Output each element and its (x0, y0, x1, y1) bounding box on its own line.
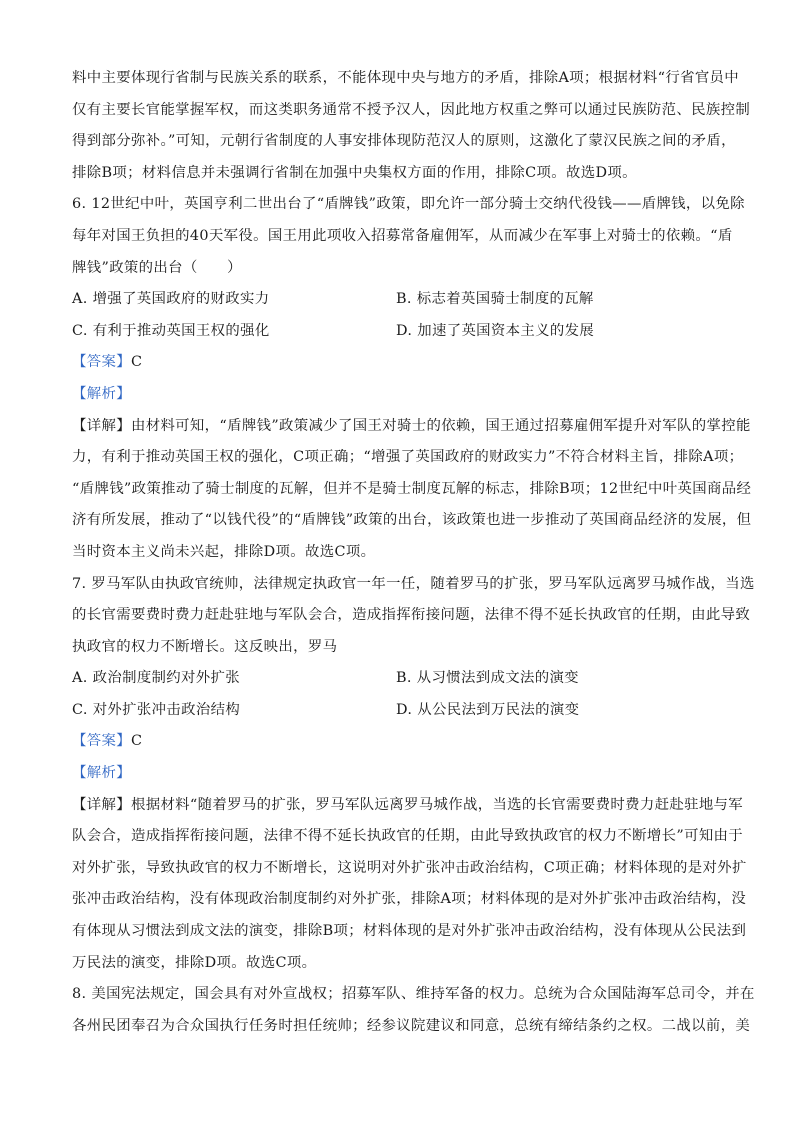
question-stem-line: 执政官的权力不断增长。这反映出，罗马 (72, 638, 338, 655)
detail-line: “盾牌钱”政策推动了骑士制度的瓦解，但并不是骑士制度瓦解的标志，排除B项；12世纪中叶英国商品经 (72, 480, 752, 497)
detail-line: 对外扩张，导致执政官的权力不断增长，这说明对外扩张冲击政治结构，C项正确；材料体现的是对外扩 (72, 859, 747, 876)
answer-line (72, 347, 724, 379)
text-line: 仅有主要长官能掌握军权，而这类职务通常不授予汉人，因此地方权重之弊可以通过民族防范、民族控制 (72, 101, 751, 118)
question-stem-line: 的长官需要费时费力赶赴驻地与军队会合，造成指挥衔接问题，法律不得不延长执政官的任期，由此导致 (72, 607, 751, 624)
question-stem-line: 6. 12世纪中叶，英国亨利二世出台了“盾牌钱”政策，即允许一部分骑士交纳代役钱——盾牌钱，以免除 (72, 196, 745, 213)
answer-label: 【答案】 (72, 733, 131, 750)
option-b: B. 从习惯法到成文法的演变 (396, 670, 579, 687)
intro-paragraph (72, 63, 751, 189)
detail-line: 万民法的演变，排除D项。故选C项。 (72, 954, 317, 971)
answer-label: 【答案】 (72, 354, 131, 371)
question-8 (72, 979, 755, 1042)
question-stem-line: 每年对国王负担的40天军役。国王用此项收入招募常备雇佣军，从而减少在军事上对骑士的依赖。“盾 (72, 227, 733, 244)
option-c: C. 有利于推动英国王权的强化 (72, 322, 270, 339)
option-b: B. 标志着英国骑士制度的瓦解 (396, 291, 594, 308)
option-d: D. 加速了英国资本主义的发展 (396, 322, 595, 339)
detail-line: 当时资本主义尚未兴起，排除D项。故选C项。 (72, 543, 376, 560)
detail-line: 【详解】由材料可知，“盾牌钱”政策减少了国王对骑士的依赖，国王通过招募雇佣军提升对军队的掌控能 (72, 417, 751, 434)
option-c: C. 对外扩张冲击政治结构 (72, 701, 241, 718)
answer-line (72, 726, 724, 758)
detail-line: 力，有利于推动英国王权的强化，C项正确；“增强了英国政府的财政实力”不符合材料主旨，排除A项； (72, 449, 744, 466)
answer-value: C (130, 733, 143, 750)
analysis-label: 【解析】 (72, 385, 131, 402)
question-stem-line: 各州民团奉召为合众国执行任务时担任统帅；经参议院建议和同意，总统有缔结条约之权。二战以前，美 (72, 1017, 751, 1034)
options-row (72, 316, 724, 348)
analysis-line (72, 379, 724, 411)
detail-line: 队会合，造成指挥衔接问题，法律不得不延长执政官的任期，由此导致执政官的权力不断增长”可知由于 (72, 828, 744, 845)
option-a: A. 增强了英国政府的财政实力 (72, 291, 270, 308)
question-stem-line: 牌钱”政策的出台（ ） (72, 259, 242, 276)
question-6 (72, 189, 752, 568)
detail-line: 济有所发展，推动了“以钱代役”的“盾牌钱”政策的出台，该政策也进一步推动了英国商品经济的发展，但 (72, 512, 752, 529)
option-a: A. 政治制度制约对外扩张 (72, 670, 240, 687)
text-line: 排除B项；材料信息并未强调行省制在加强中央集权方面的作用，排除C项。故选D项。 (72, 164, 637, 181)
options-row (72, 284, 724, 316)
options-row (72, 663, 724, 695)
page-content (72, 63, 755, 1042)
detail-line: 张冲击政治结构，没有体现政治制度制约对外扩张，排除A项；材料体现的是对外扩张冲击政治结构，没 (72, 891, 747, 908)
answer-value: C (130, 354, 143, 371)
detail-line: 【详解】根据材料“随着罗马的扩张，罗马军队远离罗马城作战，当选的长官需要费时费力赶赴驻地与军 (72, 796, 744, 813)
text-line: 得到部分弥补。”可知，元朝行省制度的人事安排体现防范汉人的原则，这激化了蒙汉民族之间的矛盾， (72, 133, 736, 150)
question-7 (72, 569, 755, 980)
question-stem-line: 8. 美国宪法规定，国会具有对外宣战权；招募军队、维持军备的权力。总统为合众国陆海军总司令，并在 (72, 986, 755, 1003)
text-line: 料中主要体现行省制与民族关系的联系，不能体现中央与地方的矛盾，排除A项；根据材料“行省官员中 (72, 70, 740, 86)
options-row (72, 695, 724, 727)
analysis-line (72, 758, 724, 790)
detail-line: 有体现从习惯法到成文法的演变，排除B项；材料体现的是对外扩张冲击政治结构，没有体现从公民法到 (72, 923, 747, 940)
option-d: D. 从公民法到万民法的演变 (396, 701, 580, 718)
analysis-label: 【解析】 (72, 765, 131, 782)
question-stem-line: 7. 罗马军队由执政官统帅，法律规定执政官一年一任，随着罗马的扩张，罗马军队远离罗马城作战，当选 (72, 575, 755, 592)
